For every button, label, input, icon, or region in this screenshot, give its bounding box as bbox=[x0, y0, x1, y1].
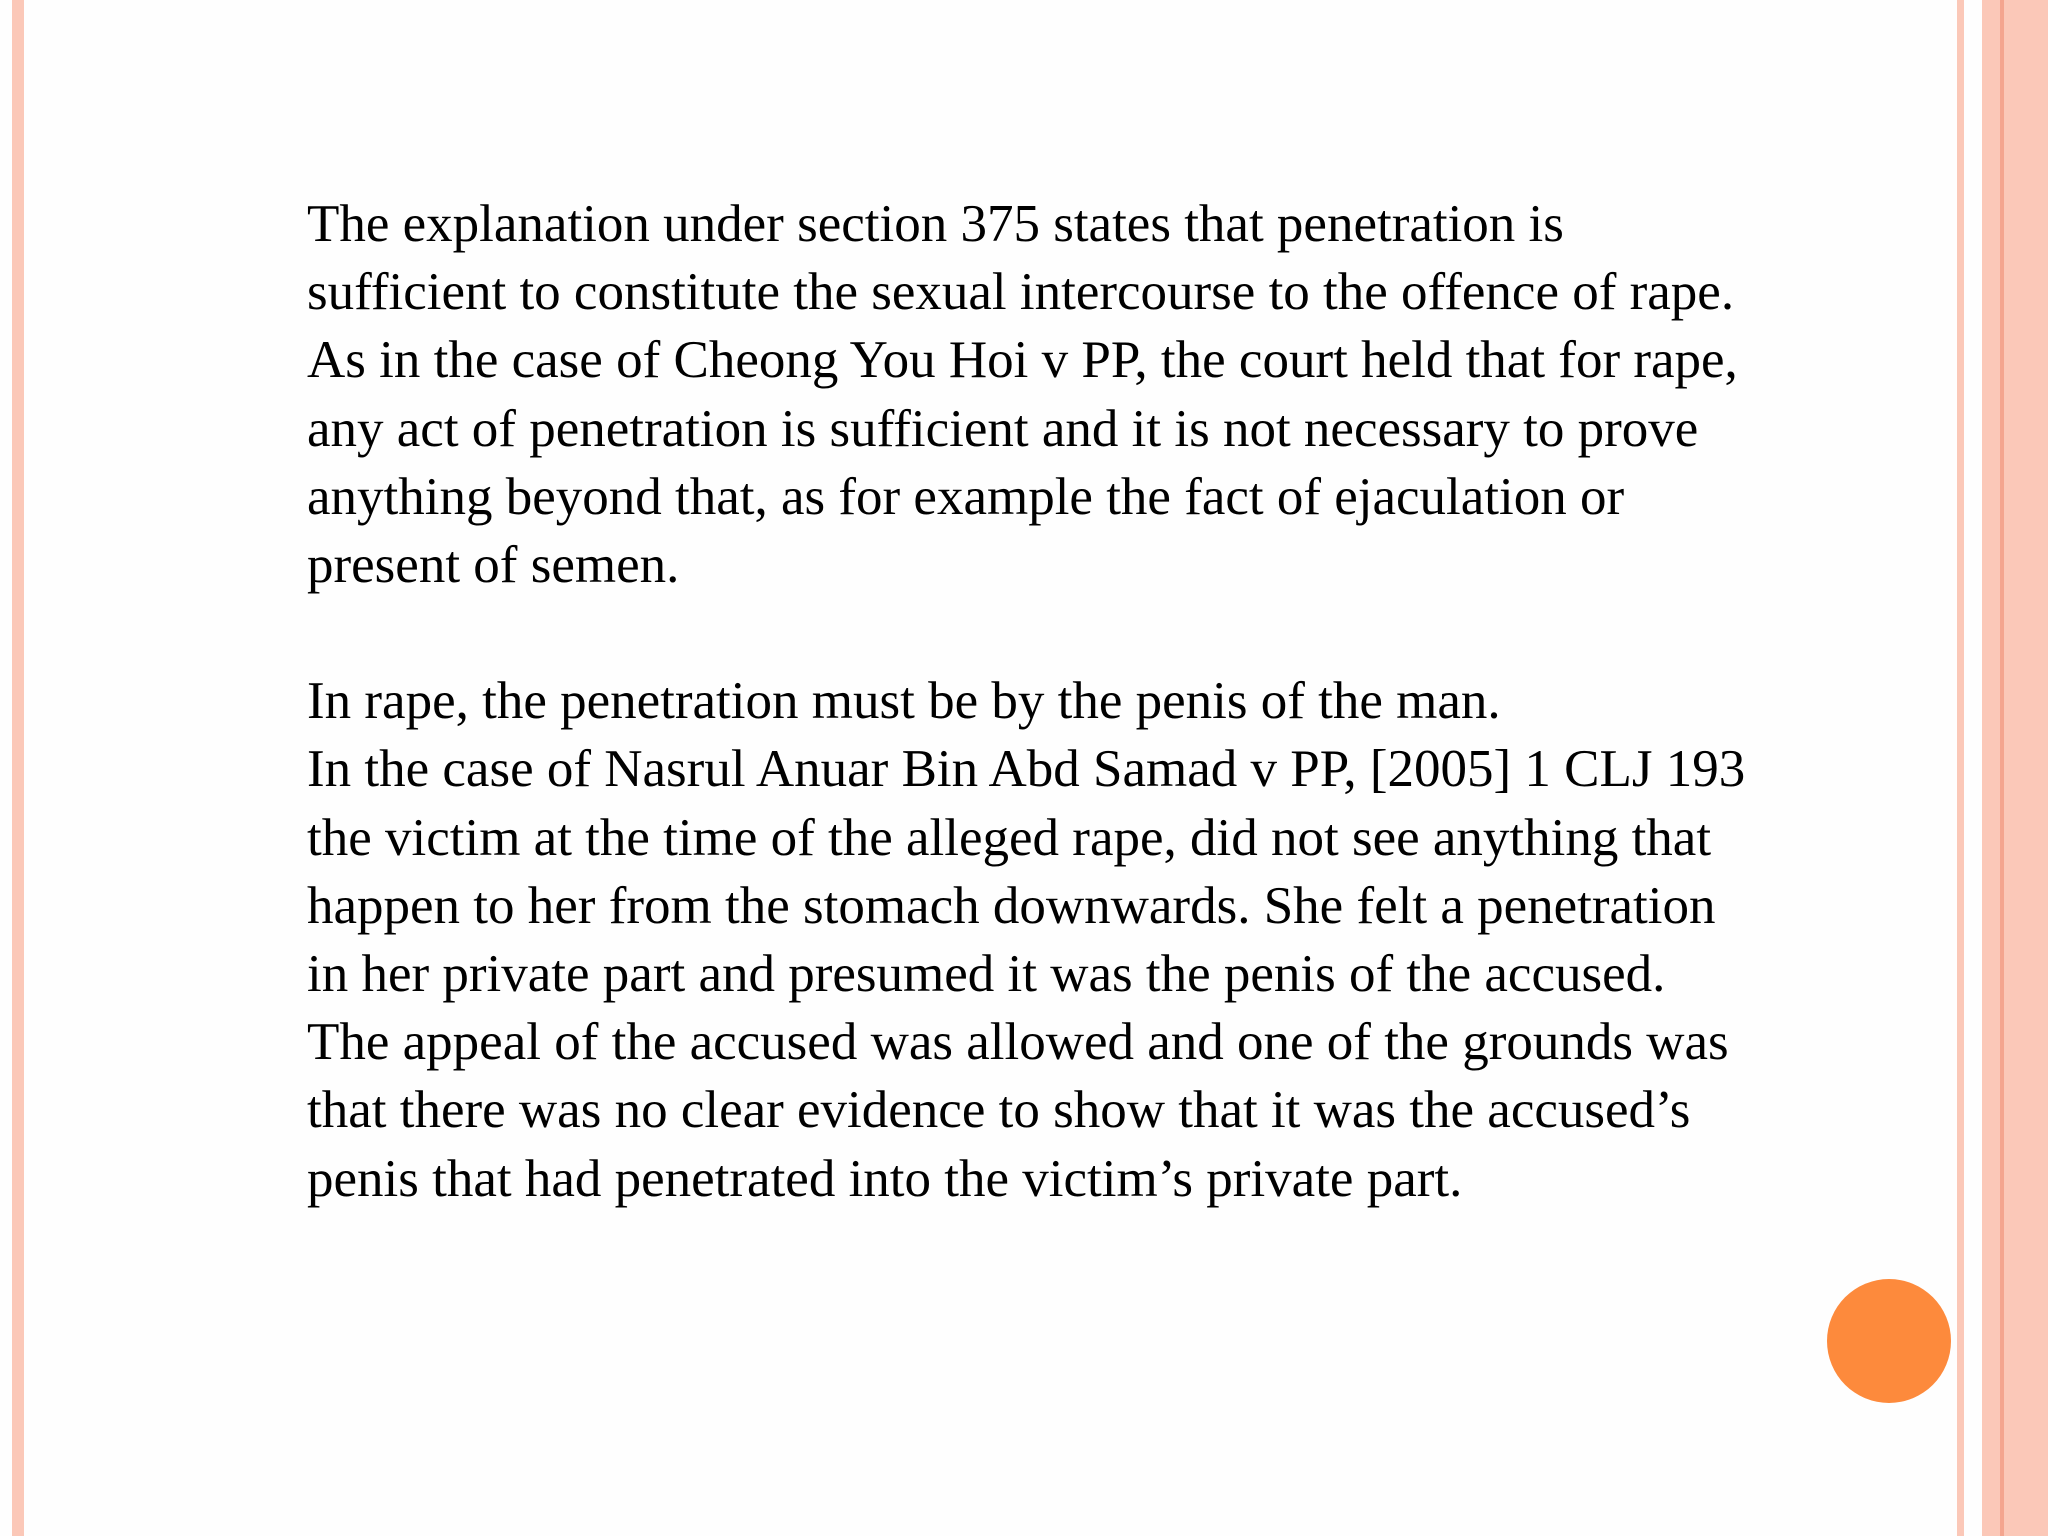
right-border-thin-bar bbox=[1957, 0, 1964, 1536]
paragraph-nasrul-case: In the case of Nasrul Anuar Bin Abd Samad v PP, [2005] 1 CLJ 193 the victim at the time of the alleged rape, did not see anything that happen to her from the stomach downwards. She felt a penetration in her private part and presumed it was the penis of the accused. The appeal of the accused was allowed and one of the grounds was that there was no clear evidence to show that it was the accused’s penis that had penetrated into the victim’s private part. bbox=[307, 740, 1759, 1208]
paragraph-penetration-by-penis: In rape, the penetration must be by the penis of the man. bbox=[307, 672, 1501, 731]
paragraph-spacer bbox=[307, 599, 1747, 667]
paragraph-section-375: The explanation under section 375 states that penetration is sufficient to constitute the sexual intercourse to the offence of rape. As in the case of Cheong You Hoi v PP, the court held that for rape, any act of penetration is sufficient and it is not necessary to prove anything beyond that, as for example the fact of ejaculation or present of semen. bbox=[307, 195, 1758, 595]
right-border-line bbox=[2000, 0, 2004, 1536]
right-border-thick-bar bbox=[1982, 0, 2048, 1536]
left-border-bar bbox=[12, 0, 24, 1536]
slide-body-text bbox=[307, 190, 1759, 1213]
right-border-gap bbox=[1964, 0, 1982, 1536]
orange-circle-decoration bbox=[1827, 1279, 1951, 1403]
